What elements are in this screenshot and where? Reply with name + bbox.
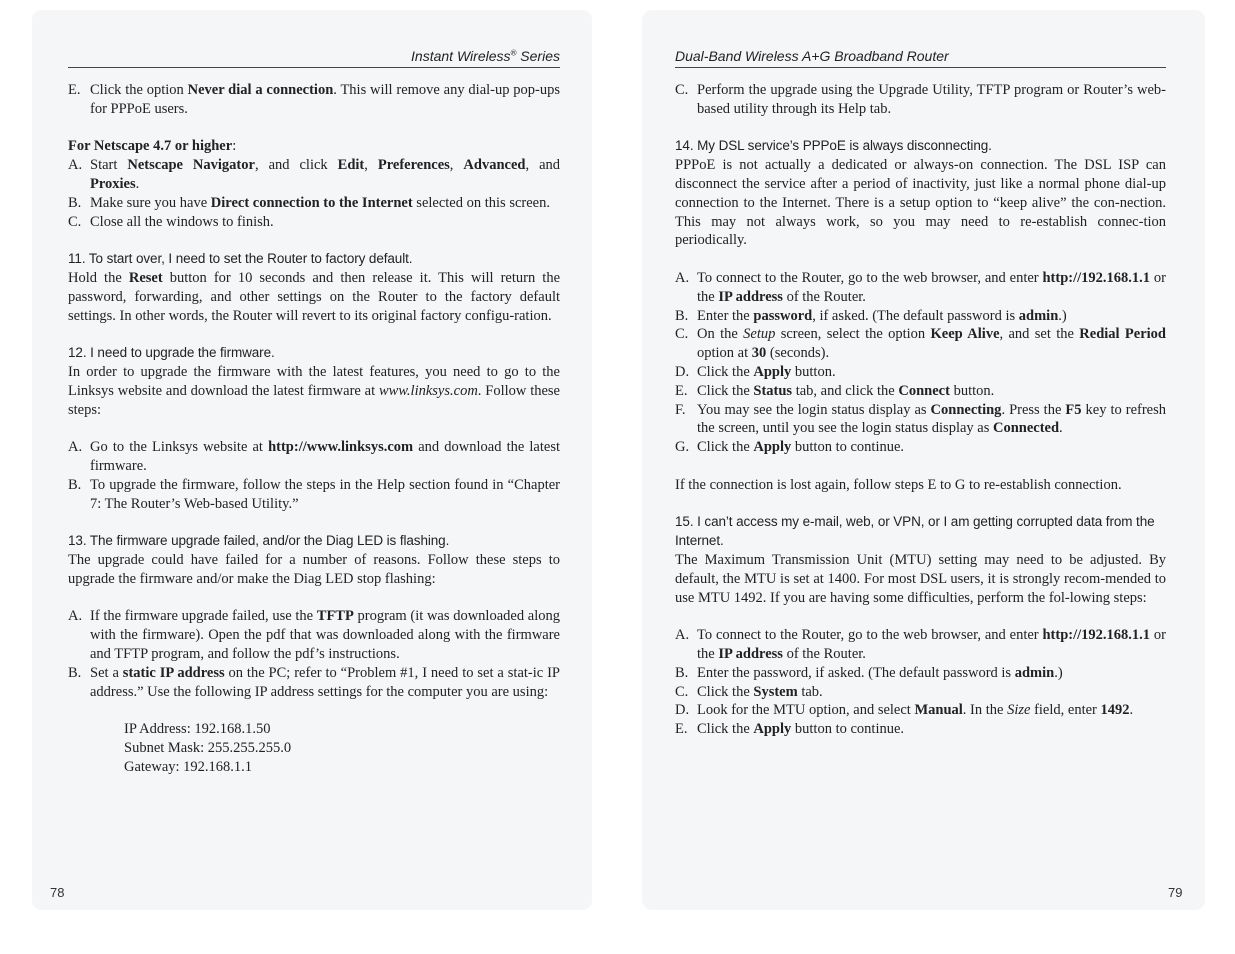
right-page — [617, 0, 1235, 954]
paragraph: PPPoE is not actually a dedicated or always-on connection. The DSL ISP can disconnect the service after a period of inactivity, just like a normal phone dial-up connection to the Internet. There is a setup option to “keep alive” the con-nection. This may not always work, so you may need to re-establish connec-tion periodically. — [675, 157, 1166, 249]
list-item: E. Click the Status tab, and click the Connect button. — [675, 382, 995, 399]
list-item: C. Close all the windows to finish. — [68, 213, 274, 230]
list-item: F. You may see the login status display as Connecting. Press the F5 key to refresh the screen, until you see the login status display as Connected. — [675, 401, 1166, 437]
right-content — [675, 81, 1166, 739]
list-item: E. Click the Apply button to continue. — [675, 721, 905, 738]
list-item: A. To connect to the Router, go to the web browser, and enter http://192.168.1.1 or the IP address of the Router. — [675, 627, 1166, 662]
list-item: E. Click the option Never dial a connection. This will remove any dial-up pop-ups for PPPoE users. — [68, 82, 561, 117]
list-item: A. Start Netscape Navigator, and click Edit, Preferences, Advanced, and Proxies. — [68, 157, 561, 192]
list-item: A. If the firmware upgrade failed, use the TFTP program (it was downloaded along with the firmware). Open the pdf that was downloaded along with the firmware and TFTP program, and follow the pdf’s instructions. — [68, 608, 560, 662]
left-page — [0, 0, 617, 954]
question-heading: 11. To start over, I need to set the Router to factory default. — [68, 251, 413, 267]
paragraph: If the connection is lost again, follow steps E to G to re-establish connection. — [675, 476, 1122, 493]
list-item: G. Click the Apply button to continue. — [675, 439, 905, 456]
list-item: B. Set a static IP address on the PC; refer to “Problem #1, I need to set a stat-ic IP address.” Use the following IP address settings for the computer you are using: — [68, 664, 560, 700]
list-item: B. To upgrade the firmware, follow the steps in the Help section found in “Chapter 7: The Router’s Web-based Utility.” — [68, 476, 560, 512]
paragraph: The upgrade could have failed for a number of reasons. Follow these steps to upgrade the firmware and/or make the Diag LED stop flashing: — [68, 551, 560, 587]
list-item: B. Enter the password, if asked. (The default password is admin.) — [675, 307, 1067, 324]
ip-setting: Subnet Mask: 255.255.255.0 — [124, 739, 292, 756]
question-heading: 13. The firmware upgrade failed, and/or the Diag LED is flashing. — [68, 533, 450, 549]
list-item: C. Perform the upgrade using the Upgrade Utility, TFTP program or Router’s web-based utility through its Help tab. — [675, 82, 1166, 117]
page-number: 79 — [1168, 885, 1183, 900]
question-heading: 14. My DSL service’s PPPoE is always disconnecting. — [675, 138, 992, 154]
ip-setting: IP Address: 192.168.1.50 — [124, 721, 271, 738]
list-item: D. Click the Apply button. — [675, 363, 836, 380]
running-header: Dual-Band Wireless A+G Broadband Router — [675, 48, 1166, 68]
list-item: C. Click the System tab. — [675, 683, 823, 700]
list-item: A. To connect to the Router, go to the web browser, and enter http://192.168.1.1 or the IP address of the Router. — [675, 269, 1166, 305]
page-number: 78 — [50, 885, 65, 900]
list-item: B. Make sure you have Direct connection to the Internet selected on this screen. — [68, 194, 550, 211]
question-heading: 15. I can’t access my e-mail, web, or VPN, or I am getting corrupted data from the Internet. — [675, 514, 1155, 549]
ip-setting: Gateway: 192.168.1.1 — [124, 758, 253, 775]
paragraph: The Maximum Transmission Unit (MTU) setting may need to be adjusted. By default, the MTU is set at 1400. For most DSL users, it is strongly recom-mended to use MTU 1492. If you are having some difficulties, perform the fol-lowing steps: — [675, 551, 1166, 606]
list-item: D. Look for the MTU option, and select Manual. In the Size field, enter 1492. — [675, 702, 1134, 719]
left-content — [68, 81, 560, 776]
subheading: For Netscape 4.7 or higher: — [68, 138, 237, 155]
question-heading: 12. I need to upgrade the firmware. — [68, 345, 275, 361]
paragraph: In order to upgrade the firmware with the latest features, you need to go to the Linksys website and download the latest firmware at www.linksys.com. Follow these steps: — [68, 363, 560, 418]
list-item: A. Go to the Linksys website at http://www.linksys.com and download the latest firmware. — [68, 439, 560, 474]
list-item: B. Enter the password, if asked. (The default password is admin.) — [675, 664, 1063, 681]
list-item: C. On the Setup screen, select the option Keep Alive, and set the Redial Period option at 30 (seconds). — [675, 326, 1166, 362]
running-header: Instant Wireless® Series — [68, 48, 560, 68]
paragraph: Hold the Reset button for 10 seconds and then release it. This will return the password, forwarding, and other settings on the Router to the factory default settings. In other words, the Router will revert to its original factory configu-ration. — [68, 269, 561, 324]
